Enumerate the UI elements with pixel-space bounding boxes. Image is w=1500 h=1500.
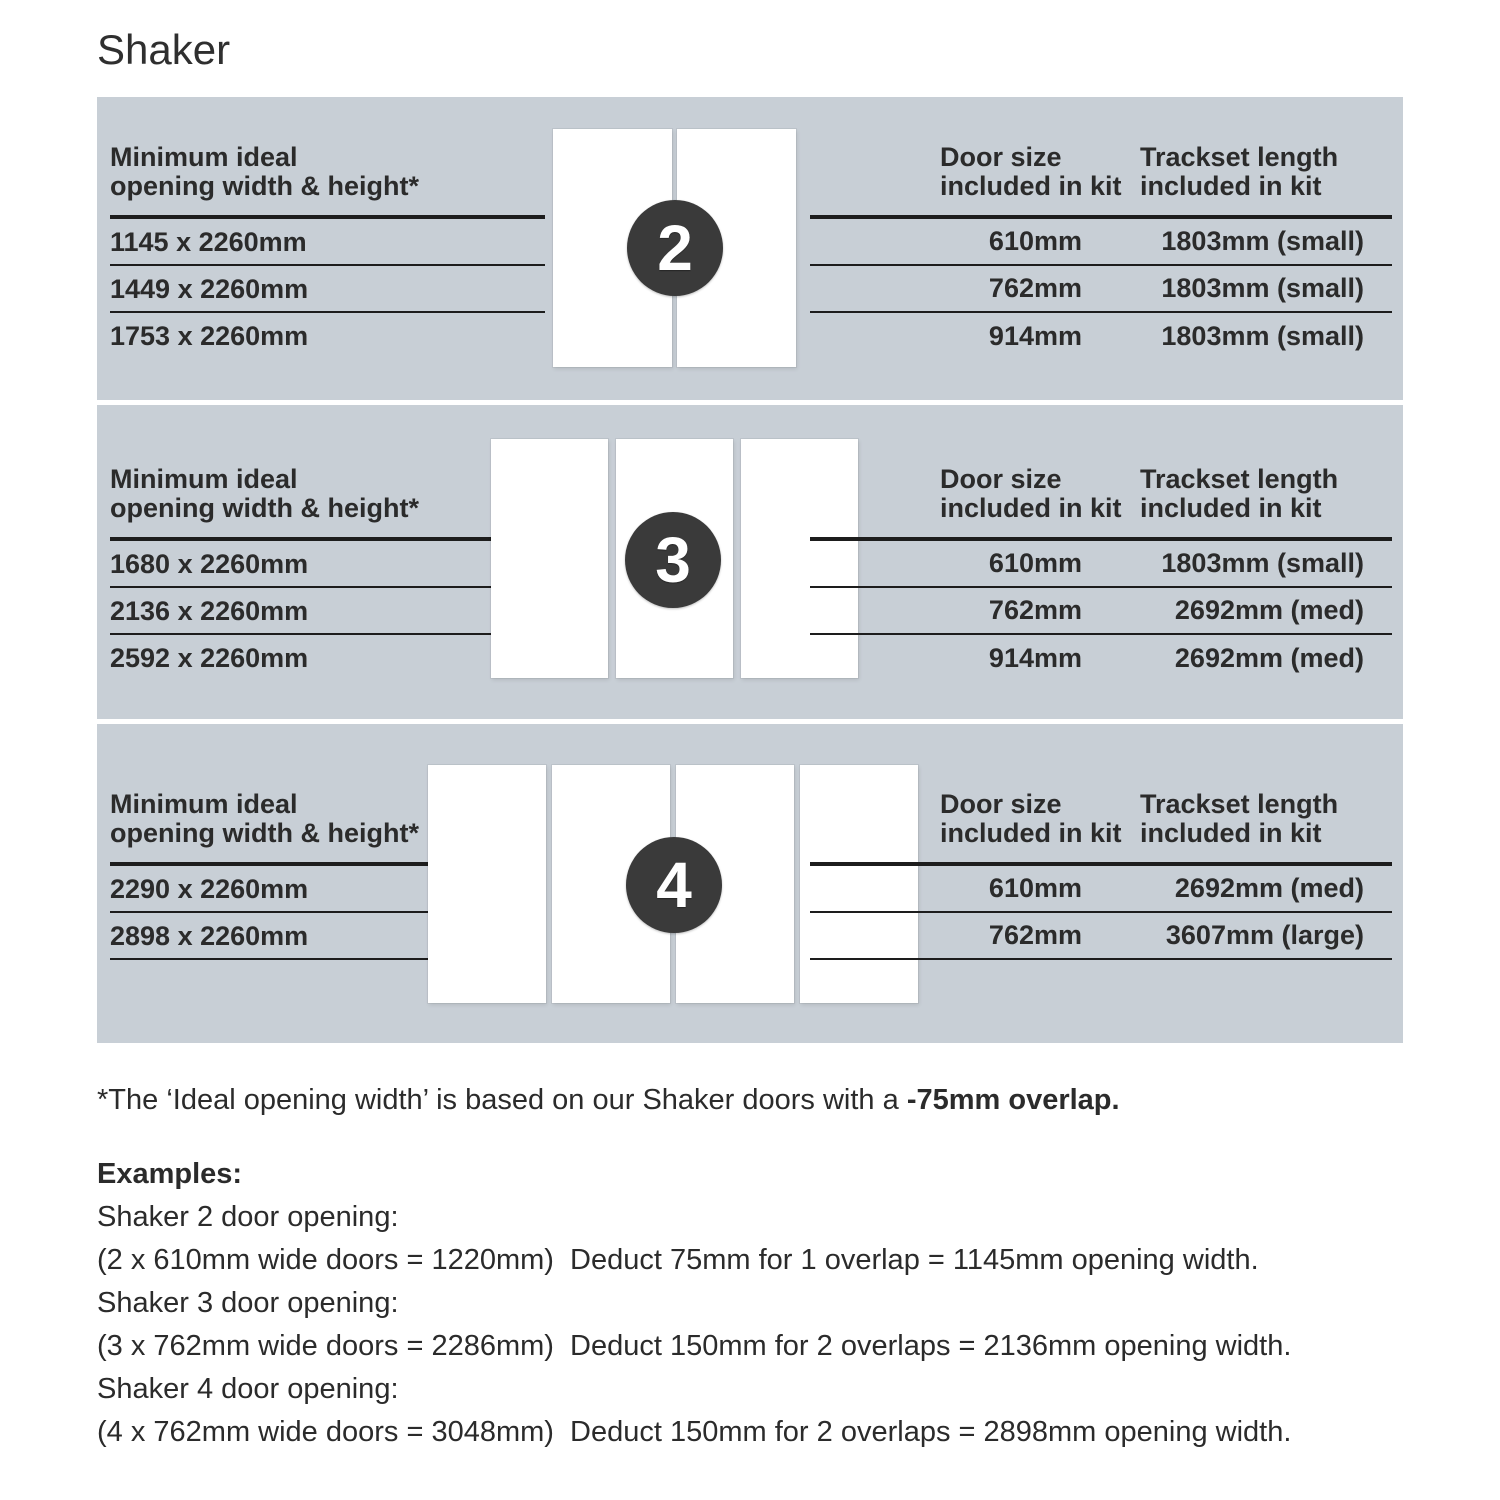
kit-table [810, 790, 1392, 960]
trackset-cell: 2692mm (med) [1174, 873, 1364, 903]
door-size-cell: 762mm [988, 595, 1082, 625]
door-size-header [810, 790, 1140, 848]
section-2-door [97, 97, 1403, 400]
kit-row [810, 866, 1392, 913]
section-3-door [97, 405, 1403, 719]
opening-row: 1753 x 2260mm [110, 321, 309, 351]
example-line: (3 x 762mm wide doors = 2286mm) Deduct 150mm for 2 overlaps = 2136mm opening width. [97, 1330, 1292, 1362]
kit-header [810, 790, 1392, 866]
spec-panel [97, 97, 1403, 1043]
door-size-cell: 762mm [988, 920, 1082, 950]
kit-row [810, 266, 1392, 313]
door-panel [428, 765, 546, 1003]
door-size-header [810, 143, 1140, 201]
page-title: Shaker [97, 26, 231, 73]
kit-row [810, 219, 1392, 266]
opening-header-line1: Minimum ideal [110, 464, 298, 494]
trackset-header [1140, 465, 1392, 523]
opening-row: 2592 x 2260mm [110, 643, 309, 673]
trackset-header-line2: included in kit [1140, 493, 1322, 523]
door-size-header-line1: Door size [940, 789, 1062, 819]
door-size-cell: 610mm [988, 873, 1082, 903]
kit-table [810, 465, 1392, 682]
opening-row: 2136 x 2260mm [110, 588, 545, 635]
opening-header-line2: opening width & height* [110, 493, 419, 523]
kit-table [810, 143, 1392, 360]
opening-table [110, 465, 545, 682]
door-size-header-line1: Door size [940, 464, 1062, 494]
door-size-cell: 610mm [988, 226, 1082, 256]
trackset-cell: 1803mm (small) [1161, 321, 1364, 351]
opening-row: 2290 x 2260mm [110, 866, 545, 913]
opening-header [110, 143, 545, 219]
footnote-bold: -75mm overlap. [906, 1084, 1120, 1116]
trackset-header-line1: Trackset length [1140, 789, 1339, 819]
example-line: (4 x 762mm wide doors = 3048mm) Deduct 150mm for 2 overlaps = 2898mm opening width. [97, 1416, 1292, 1448]
trackset-header-line1: Trackset length [1140, 142, 1339, 172]
opening-header [110, 465, 545, 541]
door-size-cell: 610mm [988, 548, 1082, 578]
kit-row [810, 541, 1392, 588]
door-size-header-line1: Door size [940, 142, 1062, 172]
trackset-cell: 1803mm (small) [1161, 226, 1364, 256]
door-count-badge: 4 [626, 837, 722, 933]
opening-header-line2: opening width & height* [110, 818, 419, 848]
section-4-door [97, 724, 1403, 1043]
kit-row [810, 635, 1392, 682]
example-line: Shaker 2 door opening: [97, 1201, 399, 1233]
example-line: (2 x 610mm wide doors = 1220mm) Deduct 75mm for 1 overlap = 1145mm opening width. [97, 1244, 1259, 1276]
trackset-cell: 1803mm (small) [1161, 548, 1364, 578]
opening-row: 1145 x 2260mm [110, 219, 545, 266]
footnote-text: *The ‘Ideal opening width’ is based on our Shaker doors with a [97, 1084, 907, 1116]
opening-header-line1: Minimum ideal [110, 789, 298, 819]
opening-table [110, 143, 545, 360]
kit-row [810, 588, 1392, 635]
footnote [97, 1082, 1120, 1118]
examples [97, 1160, 1291, 1447]
door-count-badge: 2 [627, 200, 723, 296]
trackset-cell: 2692mm (med) [1174, 595, 1364, 625]
opening-header-line2: opening width & height* [110, 171, 419, 201]
opening-row: 2898 x 2260mm [110, 913, 545, 960]
opening-header-line1: Minimum ideal [110, 142, 298, 172]
kit-header [810, 465, 1392, 541]
kit-row [810, 913, 1392, 960]
trackset-header-line2: included in kit [1140, 171, 1322, 201]
trackset-cell: 1803mm (small) [1161, 273, 1364, 303]
door-panel [491, 439, 608, 678]
trackset-cell: 2692mm (med) [1174, 643, 1364, 673]
trackset-header-line1: Trackset length [1140, 464, 1339, 494]
trackset-cell: 3607mm (large) [1165, 920, 1364, 950]
trackset-header [1140, 143, 1392, 201]
door-size-header [810, 465, 1140, 523]
trackset-header-line2: included in kit [1140, 818, 1322, 848]
door-size-cell: 914mm [988, 643, 1082, 673]
example-line: Shaker 4 door opening: [97, 1373, 399, 1405]
opening-row: 1449 x 2260mm [110, 266, 545, 313]
door-size-header-line2: included in kit [940, 171, 1122, 201]
opening-row: 1680 x 2260mm [110, 541, 545, 588]
door-size-cell: 762mm [988, 273, 1082, 303]
kit-row [810, 313, 1392, 360]
door-size-cell: 914mm [988, 321, 1082, 351]
door-count-badge: 3 [625, 512, 721, 608]
example-line: Shaker 3 door opening: [97, 1287, 399, 1319]
door-size-header-line2: included in kit [940, 493, 1122, 523]
kit-header [810, 143, 1392, 219]
trackset-header [1140, 790, 1392, 848]
examples-heading: Examples: [97, 1158, 243, 1190]
door-size-header-line2: included in kit [940, 818, 1122, 848]
